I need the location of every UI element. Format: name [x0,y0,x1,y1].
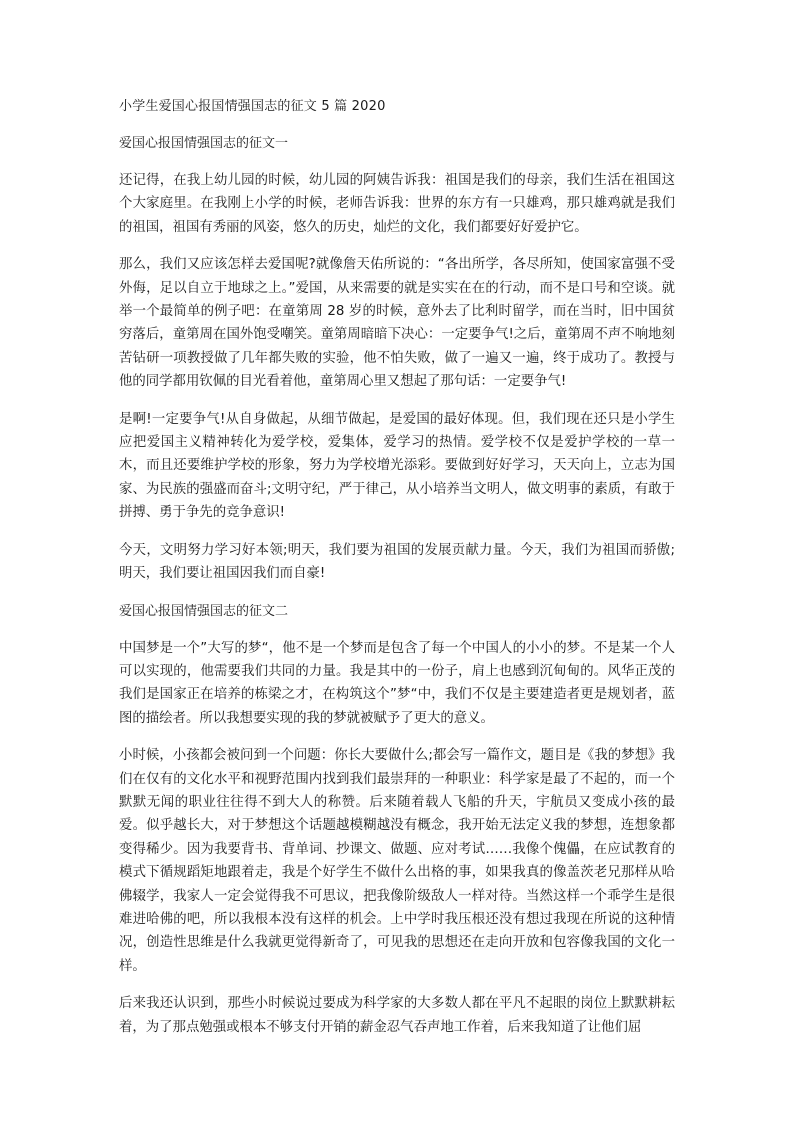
essay-1-paragraph-1: 还记得，在我上幼儿园的时候，幼儿园的阿姨告诉我：祖国是我们的母亲，我们生活在祖国这个大家庭里。在我刚上小学的时候，老师告诉我：世界的东方有一只雄鸡，那只雄鸡就是我们的祖国，祖国有秀丽的风姿，悠久的历史，灿烂的文化，我们都要好好爱护它。 [119,173,675,235]
document-body [119,95,675,1039]
document-title: 小学生爱国心报国情强国志的征文 5 篇 2020 [119,99,386,114]
essay-1-paragraph-2: 那么，我们又应该怎样去爱国呢?就像詹天佑所说的：“各出所学，各尽所知，使国家富强不受外侮，足以自立于地球之上。”爱国，从来需要的就是实实在在的行动，而不是口号和空谈。就举一个最简单的例子吧：在童第周 28 岁的时候，意外去了比利时留学，而在当时，旧中国贫穷落后，童第周在国外饱受嘲笑。童第周暗暗下决心：一定要争气!之后，童第周不声不响地刻苦钻研一项教授做了几年都失败的实验，他不怕失败，做了一遍又一遍，终于成功了。教授与他的同学都用钦佩的目光看着他，童第周心里又想起了那句话：一定要争气! [119,257,675,390]
essay-2-paragraph-2: 小时候，小孩都会被问到一个问题：你长大要做什么;都会写一篇作文，题目是《我的梦想》我们在仅有的文化水平和视野范围内找到我们最崇拜的一种职业：科学家是最了不起的，而一个默默无闻的职业往往得不到大人的称赞。后来随着载人飞船的升天，宇航员又变成小孩的最爱。似乎越长大，对于梦想这个话题越模糊越没有概念，我开始无法定义我的梦想，连想象都变得稀少。因为我要背书、背单词、抄课文、做题、应对考试……我像个傀儡，在应试教育的模式下循规蹈矩地跟着走，我是个好学生不做什么出格的事，如果我真的像盖茨老兄那样从哈佛辍学，我家人一定会觉得我不可思议，把我像阶级敌人一样对待。当然这样一个乖学生是很难进哈佛的吧，所以我根本没有这样的机会。上中学时我压根还没有想过我现在所说的这种情况，创造性思维是什么我就更觉得新奇了，可见我的思想还在走向开放和包容像我国的文化一样。 [119,748,675,974]
essay-2-paragraph-3: 后来我还认识到，那些小时候说过要成为科学家的大多数人都在平凡不起眼的岗位上默默耕耘着，为了那点勉强或根本不够支付开销的薪金忍气吞声地工作着，后来我知道了让他们屈 [119,996,675,1035]
essay-1-heading: 爱国心报国情强国志的征文一 [119,136,289,151]
essay-1-paragraph-4: 今天，文明努力学习好本领;明天，我们要为祖国的发展贡献力量。今天，我们为祖国而骄傲;明天，我们要让祖国因我们而自豪! [119,542,675,582]
essay-2-heading: 爱国心报国情强国志的征文二 [119,603,289,619]
essay-1-paragraph-3: 是啊!一定要争气!从自身做起，从细节做起，是爱国的最好体现。但，我们现在还只是小学生应把爱国主义精神转化为爱学校，爱集体，爱学习的热情。爱学校不仅是爱护学校的一草一木，而且还要维护学校的形象，努力为学校增光添彩。要做到好好学习，天天向上，立志为国家、为民族的强盛而奋斗;文明守纪，严于律己，从小培养当文明人，做文明事的素质，有敢于拼搏、勇于争先的竞争意识! [119,411,675,521]
essay-2-paragraph-1: 中国梦是一个”大写的梦“，他不是一个梦而是包含了每一个中国人的小小的梦。不是某一个人可以实现的，他需要我们共同的力量。我是其中的一份子，肩上也感到沉甸甸的。风华正茂的我们是国家正在培养的栋梁之才，在构筑这个”梦“中，我们不仅是主要建造者更是规划者，蓝图的描绘者。所以我想要实现的我的梦就被赋予了更大的意义。 [119,640,675,726]
